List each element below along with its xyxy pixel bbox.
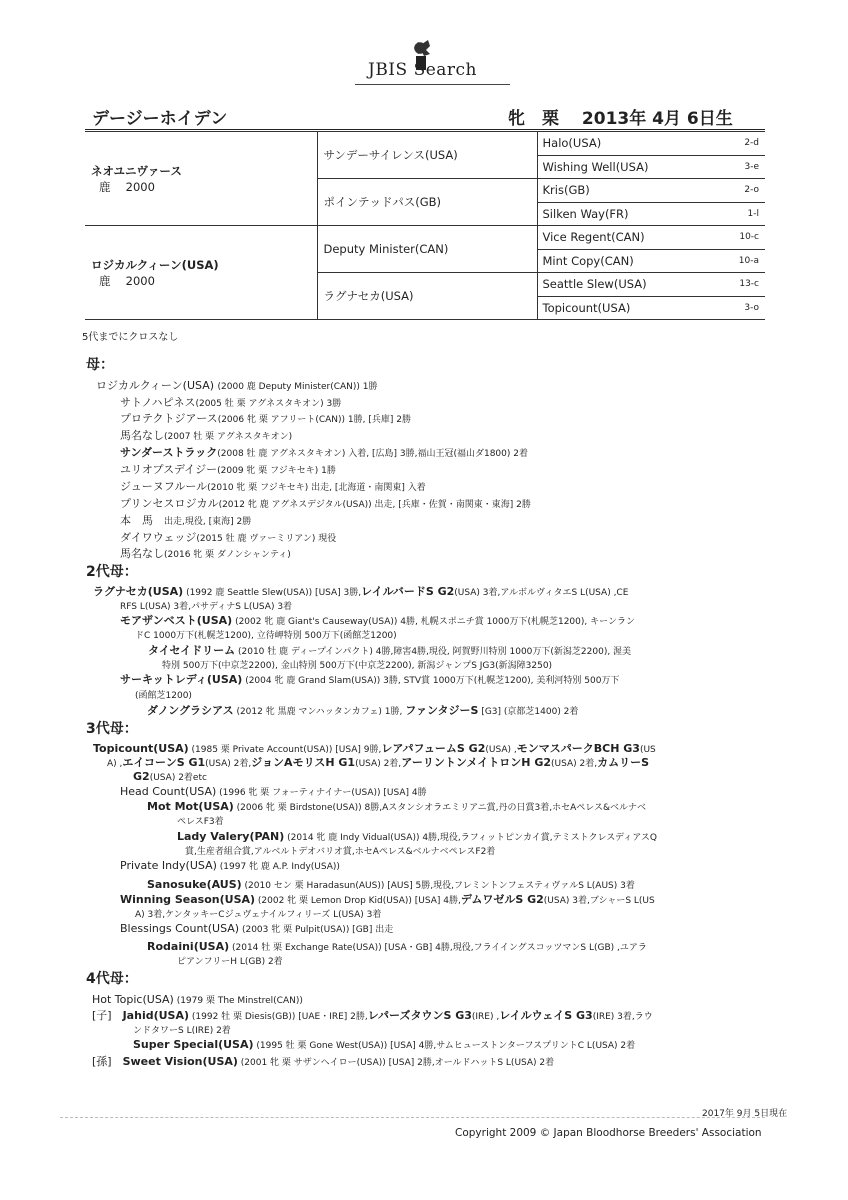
family-line-part: プロテクトジアース: [120, 412, 218, 425]
family-line-part: (1979 栗 The Minstrel(CAN)): [173, 996, 303, 1006]
family-line-part: レパーズタウンS G3: [367, 1009, 472, 1022]
family-line: [120, 479, 426, 496]
family-line-part: レアパフュームS G2: [381, 742, 486, 755]
family-line-part: モンマスパークBCH G3: [516, 742, 640, 755]
family-line-part: (2006 牝 栗 アフリート(CAN)) 1勝, [兵庫] 2勝: [217, 415, 411, 425]
family-line-part: (2009 牝 栗 フジキセキ) 1勝: [217, 466, 336, 476]
family-line: [96, 378, 378, 395]
family-line-part: (2000 鹿 Deputy Minister(CAN)) 1勝: [217, 382, 378, 392]
family-number: 13-c: [739, 279, 759, 289]
family-line-part: ンドタワーS L(IRE) 2着: [133, 1026, 231, 1036]
family-line-part: 3代母：: [86, 721, 138, 737]
family-line-part: エイコーンS G1: [122, 756, 206, 769]
family-line-part: サトノハピネス: [120, 396, 196, 409]
family-line-part: (1992 鹿 Seattle Slew(USA)) [USA] 3勝,: [183, 588, 362, 598]
family-line-part: RFS L(USA) 3着,パサディナS L(USA) 3着: [120, 602, 293, 612]
family-line-part: (USA) 2着,: [551, 759, 598, 769]
family-number: 10-a: [738, 255, 759, 266]
family-number: 2-o: [744, 185, 759, 195]
ancestor-name: Wishing Well(USA): [542, 159, 649, 174]
family-line-part: (2005 牡 栗 アグネスタキオン) 3勝: [195, 399, 342, 409]
sire-name: ネオユニヴァース: [91, 163, 182, 178]
sire-dam: ポインテッドパス(GB): [317, 179, 537, 226]
family-line: [86, 565, 138, 580]
family-line-part: 母：: [86, 357, 114, 373]
family-line-part: (USA) ,: [485, 745, 517, 755]
family-line-part: Topicount(USA): [93, 742, 189, 755]
family-number: 3-o: [744, 302, 759, 313]
family-line-part: (IRE) ,: [471, 1012, 500, 1022]
family-line-part: 馬名なし: [120, 429, 164, 442]
family-line-part: アーリントンメイトロンH G2: [401, 756, 552, 769]
family-line-part: (1992 牡 栗 Diesis(GB)) [UAE・IRE] 2勝,: [189, 1012, 368, 1022]
family-line: [120, 858, 340, 875]
family-line: [120, 530, 336, 547]
family-line: [120, 428, 292, 445]
family-line: [92, 1054, 554, 1071]
family-line-part: (2008 牡 鹿 アグネスタキオン) 入着, [広島] 3勝,福山王冠(福山ダ1800) 2着: [217, 449, 528, 459]
family-line-part: (USA) 2着,: [355, 759, 402, 769]
family-line-part: (2010 牝 栗 フジキセキ) 出走, [北海道・南関東] 入着: [207, 483, 426, 493]
family-line-part: モアザンベスト(USA): [120, 614, 233, 627]
family-line-part: Jahid(USA): [122, 1009, 190, 1022]
family-line-part: タイセイドリーム: [148, 644, 236, 657]
family-line-part: レイルバードS G2: [361, 585, 455, 598]
family-line-part: カムリーS: [597, 756, 650, 769]
family-line-part: レイルウェイS G3: [499, 1009, 593, 1022]
family-line-part: ダノングラシアス: [147, 704, 234, 717]
family-line-part: (2003 牝 栗 Pulpit(USA)) [GB] 出走: [239, 925, 394, 935]
family-line-part: (USA) 2着,: [205, 759, 252, 769]
ancestor-name: Halo(USA): [542, 136, 602, 151]
logo-text: JBIS Search: [368, 60, 478, 80]
family-line: [120, 513, 251, 530]
family-line: [120, 921, 393, 938]
family-number: 10-c: [739, 232, 759, 242]
cross-note: 5代までにクロスなし: [82, 332, 179, 343]
copyright: Copyright 2009 © Japan Bloodhorse Breeders' Association: [455, 1127, 762, 1139]
ancestor-name: Silken Way(FR): [542, 206, 629, 221]
family-line-part: ペレスF3着: [177, 817, 224, 827]
family-line-part: (2004 牝 鹿 Grand Slam(USA)) 3勝, STV賞 1000万下(札幌芝1200), 美利河特別 500万下: [242, 676, 620, 686]
family-line-part: ファンタジーS: [405, 704, 479, 717]
family-line: [120, 411, 411, 428]
family-line: [120, 672, 619, 689]
family-line-part: ロジカルクィーン(USA): [96, 379, 218, 392]
family-line-part: ラグナセカ(USA): [93, 585, 184, 598]
family-line: [86, 972, 138, 987]
dam-name: ロジカルクィーン(USA): [91, 257, 219, 272]
family-line-part: ダイワウェッジ: [120, 531, 197, 544]
family-line-part: (USA) 3着,アルボルヴィタエS L(USA) ,CE: [454, 588, 629, 598]
family-line-part: (2002 牝 栗 Lemon Drop Kid(USA)) [USA] 4勝,: [255, 896, 461, 906]
ancestor-name: Topicount(USA): [542, 300, 631, 315]
family-line-part: (1985 栗 Private Account(USA)) [USA] 9勝,: [188, 745, 382, 755]
horse-name: デージーホイデン: [92, 109, 228, 129]
family-line-part: (1996 牝 栗 フォーティナイナー(USA)) [USA] 4勝: [216, 788, 427, 798]
family-line-part: (2010 セン 栗 Haradasun(AUS)) [AUS] 5勝,現役,フレミントンフェスティヴァルS L(AUS) 3着: [241, 881, 635, 891]
family-line-part: (函館芝1200): [135, 691, 192, 701]
family-line-part: 出走,現役, [東海] 2勝: [164, 517, 252, 527]
ancestor-name: Mint Copy(CAN): [542, 253, 634, 268]
family-line-part: Super Special(USA): [133, 1038, 254, 1051]
dam-meta: 鹿 2000: [99, 273, 155, 288]
family-line: [86, 358, 114, 373]
family-line: [135, 627, 397, 644]
family-line-part: 賞,生産者組合賞,アルベルトデオバリオ賞,ホセAペレス&ベルナベペレスF2着: [185, 847, 496, 857]
family-line-part: ジューヌフルール: [120, 480, 208, 493]
family-line-part: 特別 500万下(中京芝2200), 金山特別 500万下(中京芝2200), 新潟ジャンプS JG3(新潟障3250): [162, 661, 553, 671]
family-line: [135, 687, 192, 704]
family-line-part: (1995 牡 栗 Gone West(USA)) [USA] 4勝,サムヒューストンターフスプリントC L(USA) 2着: [253, 1041, 636, 1051]
family-line-part: サーキットレディ(USA): [120, 673, 243, 686]
family-number: 2-d: [744, 138, 759, 148]
family-line-part: デムワゼルS G2: [460, 893, 544, 906]
family-line-part: 4代母：: [86, 971, 138, 987]
family-line-part: G2: [133, 770, 150, 783]
family-line: [177, 813, 224, 830]
family-line: [133, 1037, 635, 1054]
family-line-part: (2012 牝 黒鹿 マンハッタンカフェ) 1勝,: [233, 707, 406, 717]
family-line-part: ドC 1000万下(札幌芝1200), 立待岬特別 500万下(函館芝1200): [135, 631, 397, 641]
family-line-part: Winning Season(USA): [120, 893, 256, 906]
family-line-part: (2015 牡 鹿 ヴァーミリアン) 現役: [196, 534, 337, 544]
family-line-part: [子]: [92, 1009, 123, 1022]
family-line: [120, 462, 336, 479]
dam-dam: ラグナセカ(USA): [317, 273, 537, 320]
family-line-part: (1997 牝 鹿 A.P. Indy(USA)): [216, 862, 340, 872]
family-line-part: 2代母：: [86, 564, 138, 580]
family-line-part: 馬名なし: [120, 547, 164, 560]
family-line-part: サンダーストラック: [120, 446, 218, 459]
family-line-part: (USA) 2着etc: [149, 773, 207, 783]
family-line-part: 本 馬: [120, 514, 164, 527]
family-line-part: Lady Valery(PAN): [177, 830, 285, 843]
family-line-part: ジョンAモリスH G1: [251, 756, 356, 769]
dam-sire: Deputy Minister(CAN): [317, 226, 537, 273]
as-of-date: 2017年 9月 5日現在: [702, 1109, 788, 1119]
family-line-part: (US: [639, 745, 656, 755]
family-line: [120, 546, 291, 563]
family-line: [120, 395, 341, 412]
family-line-part: (USA) 3着,ブシャーS L(US: [543, 896, 655, 906]
family-line-part: A) ,: [107, 759, 123, 769]
family-line-part: Sweet Vision(USA): [122, 1055, 238, 1068]
family-line-part: Mot Mot(USA): [147, 800, 234, 813]
sire-sire: サンデーサイレンス(USA): [317, 132, 537, 179]
family-line-part: (2016 牝 栗 ダノンシャンティ): [164, 550, 291, 560]
family-line-part: ピアンフリーH L(GB) 2着: [177, 957, 283, 967]
family-number: 3-e: [744, 161, 759, 172]
sire-meta: 鹿 2000: [99, 179, 155, 194]
family-line: [177, 953, 283, 970]
horse-info: 牝 栗 2013年 4月 6日生: [508, 109, 733, 129]
ancestor-name: Vice Regent(CAN): [542, 230, 645, 245]
family-line-part: プリンセスロジカル: [120, 497, 219, 510]
family-line-part: (2001 牝 栗 サザンヘイロー(USA)) [USA] 2勝,オールドハットS L(USA) 2着: [237, 1058, 555, 1068]
footer-divider: [60, 1117, 765, 1118]
family-line-part: Private Indy(USA): [120, 859, 217, 872]
family-line-part: (2012 牝 鹿 アグネスデジタル(USA)) 出走, [兵庫・佐賀・南関東・東海] 2勝: [218, 500, 531, 510]
family-number: 1-l: [747, 208, 759, 219]
family-line-part: Rodaini(USA): [147, 940, 230, 953]
family-line-part: Blessings Count(USA): [120, 922, 240, 935]
family-line: [86, 722, 138, 737]
family-line-part: (2014 牝 鹿 Indy Vidual(USA)) 4勝,現役,ラフィットピンカイ賞,テミストクレスディアスQ: [284, 833, 658, 843]
family-line: [120, 496, 531, 513]
family-line-part: (2002 牝 鹿 Giant's Causeway(USA)) 4勝, 札幌スポニチ賞 1000万下(札幌芝1200), キーンラン: [232, 617, 635, 627]
family-line-part: Sanosuke(AUS): [147, 878, 242, 891]
family-line-part: (2006 牝 栗 Birdstone(USA)) 8勝,Aスタンシオラエミリアニ賞,丹の日賞3着,ホセAペレス&ベルナベ: [233, 803, 646, 813]
family-line: [147, 703, 578, 720]
family-line-part: ユリオプスデイジー: [120, 463, 218, 476]
family-line-part: (2014 牡 栗 Exchange Rate(USA)) [USA・GB] 4勝,現役,フライイングスコッツマンS L(GB) ,ユアラ: [229, 943, 647, 953]
family-line-part: A) 3着,ケンタッキーCジュヴェナイルフィリーズ L(USA) 3着: [135, 910, 382, 920]
family-line: [92, 992, 303, 1009]
family-line-part: [孫]: [92, 1055, 123, 1068]
family-line-part: Hot Topic(USA): [92, 993, 174, 1006]
family-line-part: Head Count(USA): [120, 785, 217, 798]
family-line-part: (IRE) 3着,ラウ: [592, 1012, 653, 1022]
family-line: [120, 445, 528, 462]
family-line-part: [G3] (京都芝1400) 2着: [478, 707, 579, 717]
ancestor-name: Seattle Slew(USA): [542, 277, 647, 292]
ancestor-name: Kris(GB): [542, 183, 590, 198]
family-line-part: (2010 牡 鹿 ディープインパクト) 4勝,障害4勝,現役, 阿賀野川特別 1000万下(新潟芝2200), 渥美: [235, 647, 632, 657]
family-line-part: (2007 牡 栗 アグネスタキオン): [164, 432, 293, 442]
